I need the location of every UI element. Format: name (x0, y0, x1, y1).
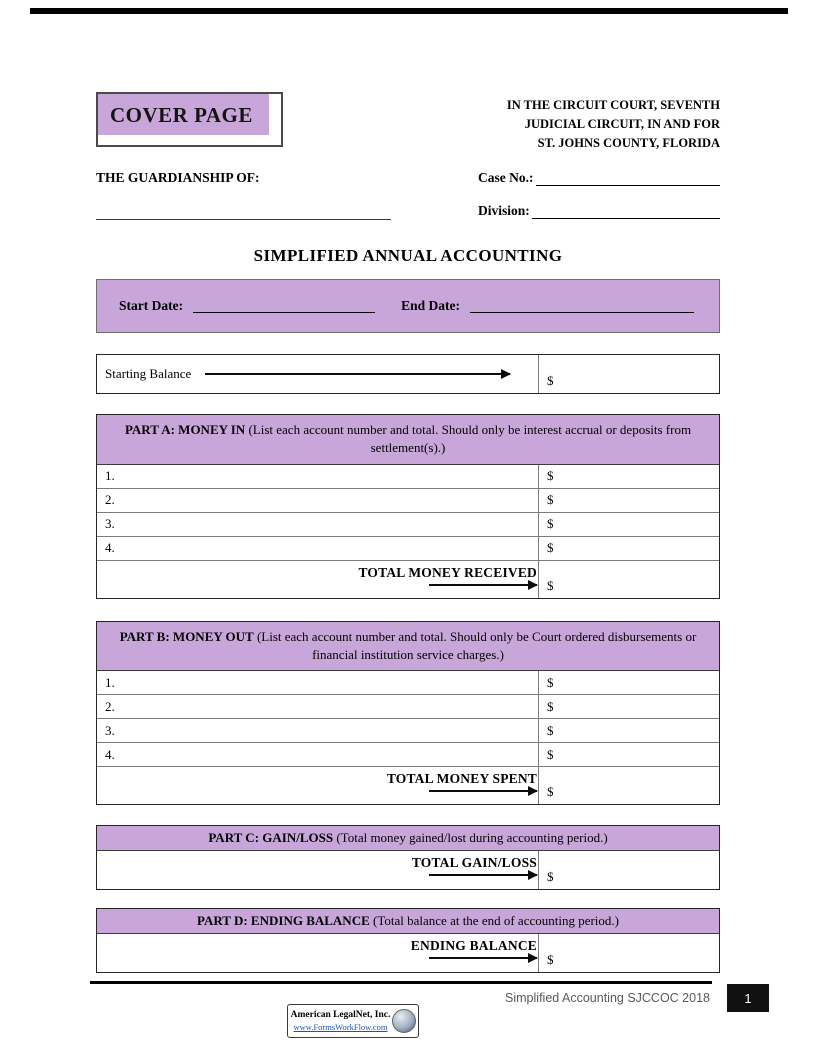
dollar-sign: $ (547, 540, 554, 556)
table-row (97, 560, 719, 598)
dollar-sign: $ (547, 698, 554, 714)
item-cell (97, 489, 539, 512)
right-arrow-icon (429, 790, 537, 792)
amount-cell (539, 465, 719, 488)
page-number-badge (727, 984, 769, 1012)
part-b-description: (List each account number and total. Should only be Court ordered disbursements or financial institution service charges.) (256, 628, 697, 662)
part-c-header (97, 826, 719, 851)
court-address-line: IN THE CIRCUIT COURT, SEVENTH (506, 98, 720, 112)
division-row (478, 203, 720, 219)
right-arrow-icon (429, 874, 537, 876)
amount-cell (539, 934, 719, 972)
amount-cell (539, 561, 719, 598)
right-arrow-icon (429, 957, 537, 959)
page-content (96, 92, 720, 973)
part-d-total-label: ENDING BALANCE (410, 938, 537, 954)
table-row (97, 465, 719, 488)
item-cell (97, 513, 539, 536)
total-cell (97, 851, 539, 889)
part-d-table (96, 908, 720, 973)
row-number: 3. (105, 722, 115, 738)
item-cell (97, 465, 539, 488)
total-cell (97, 561, 539, 598)
right-arrow-icon (429, 584, 537, 586)
cover-page-box-fill (98, 94, 269, 135)
part-a-header (97, 415, 719, 464)
item-cell (97, 537, 539, 560)
part-d-description: (Total balance at the end of accounting period.) (373, 913, 619, 929)
dates-banner (96, 279, 720, 333)
dollar-sign: $ (547, 373, 554, 389)
dollar-sign: $ (547, 468, 554, 484)
dollar-sign: $ (547, 674, 554, 690)
end-date-label: End Date: (401, 298, 460, 314)
item-cell (97, 695, 539, 718)
page-number: 1 (744, 990, 752, 1006)
court-address-line: JUDICIAL CIRCUIT, IN AND FOR (524, 116, 720, 131)
table-row (97, 488, 719, 512)
division-blank (532, 206, 720, 220)
table-row (97, 742, 719, 766)
case-no-label: Case No.: (478, 170, 534, 186)
amount-cell (539, 671, 719, 694)
table-row (97, 766, 719, 804)
table-row (97, 536, 719, 560)
right-arrow-icon (205, 373, 510, 375)
guardianship-name-blank (96, 219, 391, 220)
document-title: SIMPLIFIED ANNUAL ACCOUNTING (253, 246, 563, 266)
part-a-heading: PART A: MONEY IN (124, 422, 246, 438)
row-number: 1. (105, 674, 115, 690)
starting-balance-table (96, 354, 720, 394)
case-no-row (478, 170, 720, 186)
part-a-description: (List each account number and total. Should only be interest accrual or deposits from settlement(s).) (248, 422, 692, 456)
part-b-table (96, 621, 720, 805)
logo-website-link[interactable]: www.FormsWorkFlow.com (293, 1021, 388, 1032)
dollar-sign: $ (547, 784, 554, 799)
page-header (96, 92, 720, 152)
row-number: 4. (105, 746, 115, 762)
row-number: 2. (105, 698, 115, 714)
part-b-total-label: TOTAL MONEY SPENT (386, 771, 537, 786)
amount-cell (539, 851, 719, 889)
footer-doc-ref: Simplified Accounting SJCCOC 2018 (505, 991, 710, 1005)
dollar-sign: $ (547, 722, 554, 738)
table-row (97, 671, 719, 694)
guardianship-label: THE GUARDIANSHIP OF: (96, 170, 260, 186)
table-row (97, 851, 719, 889)
row-number: 2. (105, 492, 115, 508)
dollar-sign: $ (547, 516, 554, 532)
start-date-blank (193, 299, 375, 313)
legalnet-logo-text (290, 1010, 391, 1032)
part-d-heading: PART D: ENDING BALANCE (196, 913, 370, 929)
amount-cell (539, 767, 719, 804)
case-no-blank (536, 173, 721, 187)
case-number-block (478, 170, 720, 220)
part-b-header (97, 622, 719, 671)
amount-cell (539, 537, 719, 560)
table-row (97, 694, 719, 718)
item-cell (97, 719, 539, 742)
amount-cell (539, 719, 719, 742)
cover-page-label: COVER PAGE (110, 103, 253, 127)
row-number: 3. (105, 516, 115, 532)
dollar-sign: $ (547, 952, 554, 968)
dollar-sign: $ (547, 577, 554, 593)
cover-page-box (96, 92, 283, 147)
amount-cell (539, 355, 719, 393)
part-a-total-label: TOTAL MONEY RECEIVED (358, 564, 537, 580)
amount-cell (539, 513, 719, 536)
dollar-sign: $ (547, 492, 554, 508)
total-cell (97, 767, 539, 804)
starting-balance-cell (97, 355, 539, 393)
globe-logo-icon (392, 1009, 416, 1033)
item-cell (97, 743, 539, 766)
row-number: 4. (105, 540, 115, 556)
start-date-label: Start Date: (119, 298, 184, 314)
case-info-section (96, 170, 720, 220)
footer-rule (90, 981, 712, 984)
court-address (507, 92, 720, 152)
amount-cell (539, 695, 719, 718)
end-date-blank (470, 299, 694, 313)
table-row (97, 718, 719, 742)
court-address-line: ST. JOHNS COUNTY, FLORIDA (537, 135, 720, 150)
starting-balance-label: Starting Balance (105, 366, 192, 382)
division-label: Division: (478, 203, 530, 219)
part-b-heading: PART B: MONEY OUT (119, 628, 254, 644)
dollar-sign: $ (547, 746, 554, 762)
guardianship-block (96, 170, 396, 220)
part-d-header (97, 909, 719, 934)
table-row (97, 512, 719, 536)
legalnet-logo (287, 1004, 419, 1038)
dollar-sign: $ (547, 869, 554, 885)
item-cell (97, 671, 539, 694)
table-row (97, 355, 719, 393)
amount-cell (539, 743, 719, 766)
part-c-description: (Total money gained/lost during accounting period.) (336, 830, 608, 845)
part-a-table (96, 414, 720, 598)
part-c-total-label: TOTAL GAIN/LOSS (411, 855, 537, 871)
total-cell (97, 934, 539, 972)
row-number: 1. (105, 468, 115, 484)
amount-cell (539, 489, 719, 512)
logo-company-name: American LegalNet, Inc. (290, 1010, 391, 1021)
table-row (97, 934, 719, 972)
part-c-heading: PART C: GAIN/LOSS (208, 830, 334, 845)
part-c-table (96, 825, 720, 890)
top-rule (30, 8, 788, 14)
